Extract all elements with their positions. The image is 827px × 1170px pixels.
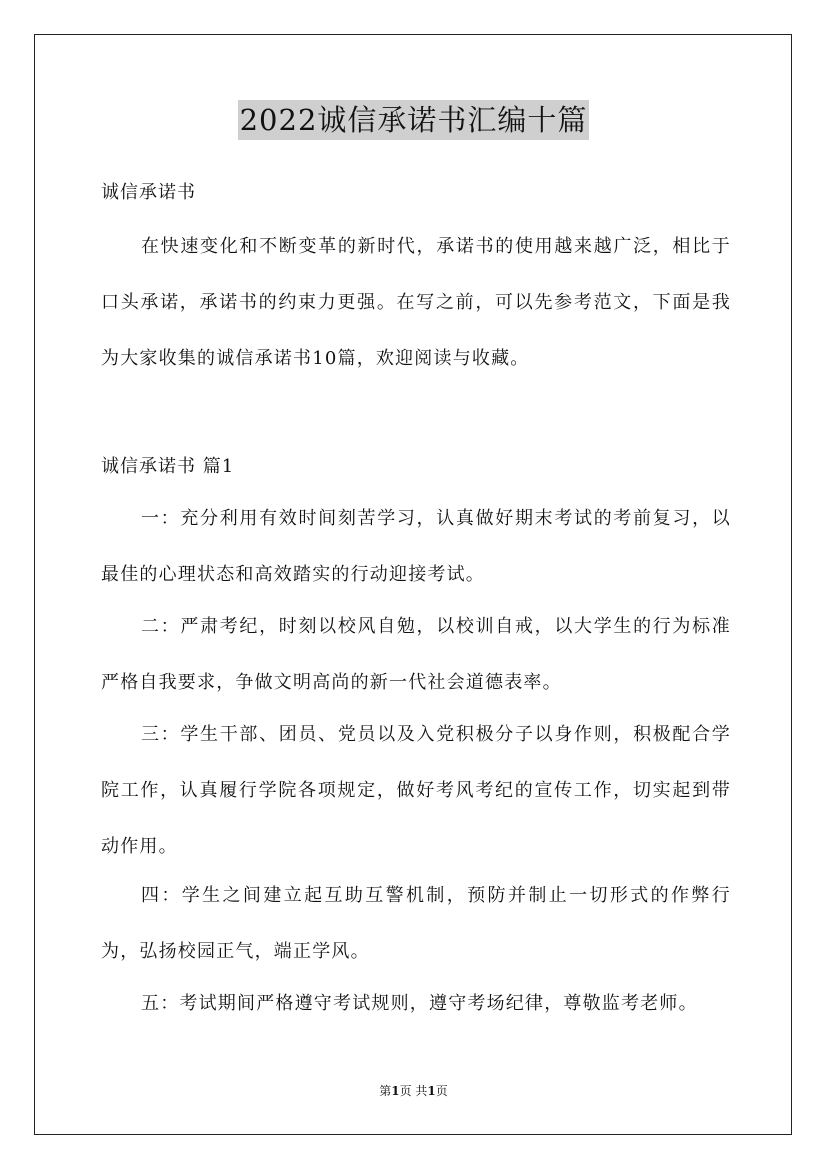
footer-current-page: 1 [391, 1084, 400, 1098]
title-container [0, 100, 827, 140]
footer-prefix: 第 [379, 1084, 392, 1098]
paragraph-1: 一：充分利用有效时间刻苦学习，认真做好期末考试的考前复习，以最佳的心理状态和高效踏实的行动迎接考试。 [101, 508, 731, 585]
paragraph-2: 二：严肃考纪，时刻以校风自勉，以校训自戒，以大学生的行为标准严格自我要求，争做文明高尚的新一代社会道德表率。 [101, 616, 731, 693]
paragraph-3: 三：学生干部、团员、党员以及入党积极分子以身作则，积极配合学院工作，认真履行学院各项规定，做好考风考纪的宣传工作，切实起到带动作用。 [101, 724, 731, 857]
footer-total-pages: 1 [427, 1084, 436, 1098]
section-heading: 诚信承诺书 篇1 [101, 456, 235, 477]
page-footer [0, 1083, 827, 1099]
intro-paragraph: 在快速变化和不断变革的新时代，承诺书的使用越来越广泛，相比于口头承诺，承诺书的约束力更强。在写之前，可以先参考范文，下面是我为大家收集的诚信承诺书10篇，欢迎阅读与收藏。 [101, 236, 731, 369]
paragraph-5: 五：考试期间严格遵守考试规则，遵守考场纪律，尊敬监考老师。 [141, 993, 698, 1014]
document-title: 2022诚信承诺书汇编十篇 [238, 100, 590, 140]
footer-mid: 页 共 [399, 1084, 428, 1098]
footer-suffix: 页 [435, 1084, 448, 1098]
intro-heading: 诚信承诺书 [101, 182, 196, 203]
paragraph-4: 四：学生之间建立起互助互警机制，预防并制止一切形式的作弊行为，弘扬校园正气，端正学风。 [101, 885, 731, 962]
